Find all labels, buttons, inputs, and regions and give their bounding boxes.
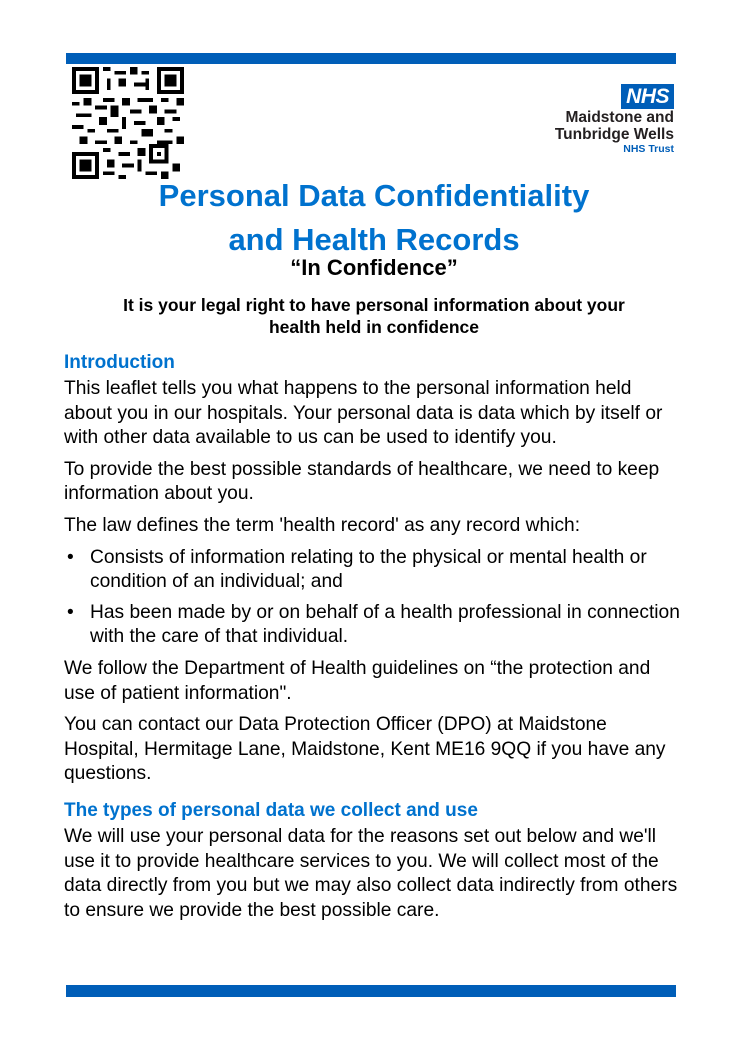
- bullet-icon: •: [67, 601, 74, 623]
- paragraph: The law defines the term 'health record' as any record which:: [64, 514, 581, 536]
- lead-line-1: It is your legal right to have personal information about your: [123, 295, 625, 315]
- top-divider-bar: [66, 53, 676, 64]
- paragraph: This leaflet tells you what happens to the personal information held about you in our hospitals. Your personal data is data which by itself or with other data available to us can be used to identify you.: [64, 378, 663, 449]
- paragraph: We will use your personal data for the reasons set out below and we'll use it to provide healthcare services to you. We will collect most of the data directly from you but we may also collect data indirectly from others to ensure we provide the best possible care.: [64, 825, 678, 921]
- list-item-text: Has been made by or on behalf of a health professional in connection with the care of that individual.: [90, 601, 680, 648]
- section-heading-introduction: Introduction: [64, 352, 175, 373]
- lead-statement: [60, 294, 688, 338]
- list-item: [64, 546, 684, 595]
- lead-line-2: health held in confidence: [268, 317, 480, 337]
- logo-line-1: Maidstone and: [565, 109, 674, 126]
- logo-line-2: Tunbridge Wells: [554, 126, 674, 143]
- paragraph: We follow the Department of Health guidelines on “the protection and use of patient information".: [64, 657, 651, 704]
- qr-code-icon: [72, 67, 184, 179]
- page-subtitle: “In Confidence”: [290, 255, 458, 280]
- bullet-icon: •: [67, 546, 74, 568]
- document-body: [64, 351, 684, 930]
- title-line-1: Personal Data Confidentiality: [158, 178, 590, 213]
- page-title: [0, 174, 748, 262]
- nhs-trust-logo: [555, 84, 674, 156]
- title-line-2: and Health Records: [228, 222, 520, 257]
- paragraph: You can contact our Data Protection Officer (DPO) at Maidstone Hospital, Hermitage Lane, Maidstone, Kent ME16 9QQ if you have any questions.: [64, 714, 666, 785]
- bottom-divider-bar: [66, 985, 676, 997]
- list-item: [64, 601, 684, 650]
- nhs-badge: NHS: [621, 84, 674, 109]
- health-record-criteria-list: [64, 546, 684, 650]
- list-item-text: Consists of information relating to the physical or mental health or condition of an individual; and: [90, 546, 647, 593]
- section-heading-data-types: The types of personal data we collect and use: [64, 799, 478, 821]
- paragraph: To provide the best possible standards of healthcare, we need to keep information about you.: [64, 458, 660, 505]
- logo-trust-label: NHS Trust: [623, 143, 674, 155]
